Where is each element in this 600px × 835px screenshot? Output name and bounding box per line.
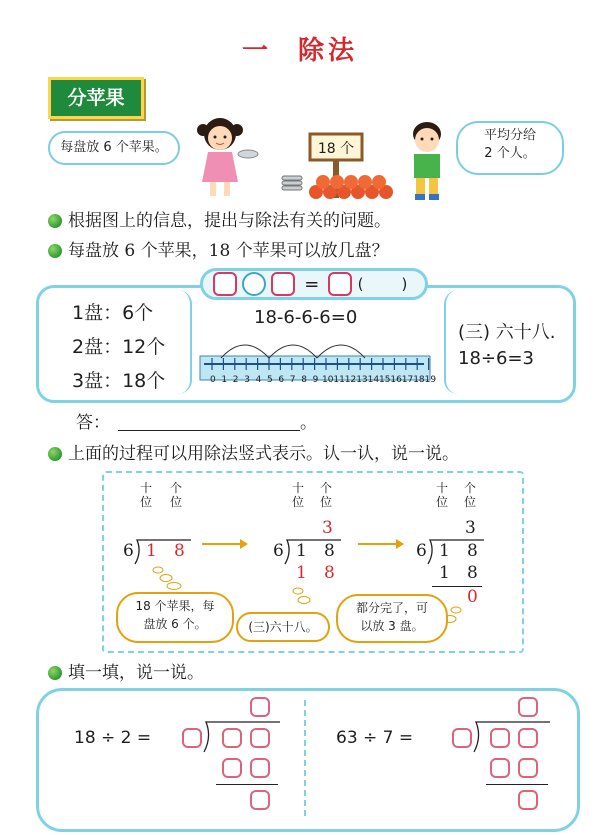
plate-line-2: 2盘：12个 xyxy=(72,336,166,358)
number-line-label: 13 xyxy=(356,375,368,385)
number-line-label: 7 xyxy=(289,375,296,385)
answer-line[interactable] xyxy=(118,430,300,431)
number-line-label: 8 xyxy=(301,375,307,385)
boy-illustration xyxy=(402,116,452,206)
equals-sign: = xyxy=(304,273,320,295)
question-2: 每盘放 6 个苹果，18 个苹果可以放几盘？ xyxy=(68,241,389,261)
product-blank[interactable] xyxy=(490,758,510,778)
product-blank[interactable] xyxy=(518,758,538,778)
divisor-blank[interactable] xyxy=(452,728,472,748)
plate-line-1: 1盘：6个 xyxy=(72,302,154,324)
dividend-tens: 1 xyxy=(146,541,157,561)
product-blank[interactable] xyxy=(250,758,270,778)
number-line-label: 15 xyxy=(379,375,391,385)
bullet-icon xyxy=(48,214,62,228)
number-line-label: 0 xyxy=(210,375,216,385)
quotient: 3 xyxy=(465,518,476,538)
explanation-bubble-3: 都分完了，可 以放 3 盘。 xyxy=(336,594,448,643)
dividend-ones: 8 xyxy=(467,541,478,561)
divisor-blank[interactable] xyxy=(182,728,202,748)
dividend-blank[interactable] xyxy=(490,728,510,748)
exercise-2: 63 ÷ 7 = xyxy=(336,728,414,748)
product-ones: 8 xyxy=(467,563,478,583)
place-value-tens: 十 位 xyxy=(292,481,305,509)
bullet-icon xyxy=(48,666,62,680)
boy-speech-line2: 2 个人。 xyxy=(484,146,536,161)
product-tens: 1 xyxy=(296,563,307,583)
girl-illustration xyxy=(190,112,260,202)
number-line-label: 14 xyxy=(367,375,380,385)
quotient-blank[interactable] xyxy=(518,697,538,717)
remainder: 0 xyxy=(467,587,478,607)
dividend-tens: 1 xyxy=(296,541,307,561)
blank-box[interactable] xyxy=(328,272,352,296)
exercise-1: 18 ÷ 2 = xyxy=(74,728,152,748)
plate-line-3: 3盘：18个 xyxy=(72,370,166,392)
dividend-ones: 8 xyxy=(174,541,185,561)
place-value-ones: 个 位 xyxy=(170,481,183,509)
number-line-label: 11 xyxy=(333,375,345,385)
bullet-icon xyxy=(48,447,62,461)
divisor: 6 xyxy=(123,541,134,561)
number-line-label: 1 xyxy=(221,375,228,385)
number-line-label: 18 xyxy=(413,375,425,385)
thought-dots xyxy=(148,566,188,590)
subtraction-line xyxy=(216,784,278,785)
blank-box[interactable] xyxy=(271,272,295,296)
operator-blank[interactable] xyxy=(242,272,266,296)
question-4: 填一填，说一说。 xyxy=(68,663,204,683)
dividend-blank[interactable] xyxy=(250,728,270,748)
number-line-label: 17 xyxy=(401,375,414,385)
number-line-label: 4 xyxy=(255,375,262,385)
place-value-tens: 十 位 xyxy=(140,481,153,509)
section-badge: 分苹果 xyxy=(48,77,144,119)
girl-speech-bubble xyxy=(48,131,180,165)
subtraction-work: 18-6-6-6=0 xyxy=(254,307,358,328)
thought-dots xyxy=(288,586,318,610)
sign-label: 18 个 xyxy=(317,141,355,157)
place-value-ones: 个 位 xyxy=(464,481,477,509)
number-line-label: 12 xyxy=(344,375,357,385)
quotient-blank[interactable] xyxy=(250,697,270,717)
apple-pile xyxy=(306,170,396,200)
chapter-number: 一 xyxy=(241,36,272,66)
blank-box[interactable] xyxy=(213,272,237,296)
answer-label: 答： xyxy=(76,413,110,433)
dividend-blank[interactable] xyxy=(518,728,538,748)
number-line-label: 19 xyxy=(424,375,437,385)
product-tens: 1 xyxy=(439,563,450,583)
question-3: 上面的过程可以用除法竖式表示。认一认，说一说。 xyxy=(68,444,459,464)
explanation-bubble-1: 18 个苹果，每 盘放 6 个。 xyxy=(116,592,234,643)
answer-end: 。 xyxy=(300,413,317,433)
number-line-label: 10 xyxy=(322,375,334,385)
question-1: 根据图上的信息，提出与除法有关的问题。 xyxy=(68,211,391,231)
multiplication-rhyme: (三) 六十八. xyxy=(458,322,556,343)
remainder-blank[interactable] xyxy=(518,790,538,810)
girl-speech: 每盘放 6 个苹果。 xyxy=(60,140,168,155)
arrow-right-icon xyxy=(200,537,250,551)
unit-paren: ( ) xyxy=(357,275,408,293)
number-line-labels xyxy=(208,375,437,387)
place-value-ones: 个 位 xyxy=(320,481,333,509)
divider xyxy=(304,700,306,816)
explanation-bubble-2: (三)六十八。 xyxy=(236,612,330,642)
number-line-label: 16 xyxy=(390,375,402,385)
division-bracket xyxy=(472,720,552,754)
bullet-icon xyxy=(48,244,62,258)
divisor: 6 xyxy=(416,541,427,561)
page-title xyxy=(0,30,600,67)
dividend-blank[interactable] xyxy=(222,728,242,748)
boy-speech-bubble xyxy=(456,121,564,175)
product-ones: 8 xyxy=(324,563,335,583)
dividend-tens: 1 xyxy=(439,541,450,561)
quotient: 3 xyxy=(322,518,333,538)
chapter-title: 除法 xyxy=(298,36,359,66)
arrow-right-icon xyxy=(356,537,406,551)
boy-speech-line1: 平均分给 xyxy=(483,128,536,143)
number-line-label: 6 xyxy=(278,375,285,385)
place-value-tens: 十 位 xyxy=(436,481,449,509)
division-bracket xyxy=(202,720,282,754)
number-line-label: 5 xyxy=(267,375,273,385)
plate-stack xyxy=(280,172,304,196)
subtraction-line xyxy=(486,784,548,785)
dividend-ones: 8 xyxy=(324,541,335,561)
number-line-label: 9 xyxy=(312,375,319,385)
number-line-label: 3 xyxy=(244,375,250,385)
divisor: 6 xyxy=(273,541,284,561)
number-line-label: 2 xyxy=(232,375,239,385)
product-blank[interactable] xyxy=(222,758,242,778)
remainder-blank[interactable] xyxy=(250,790,270,810)
equation-row xyxy=(200,268,428,300)
division-result: 18÷6=3 xyxy=(458,348,534,369)
